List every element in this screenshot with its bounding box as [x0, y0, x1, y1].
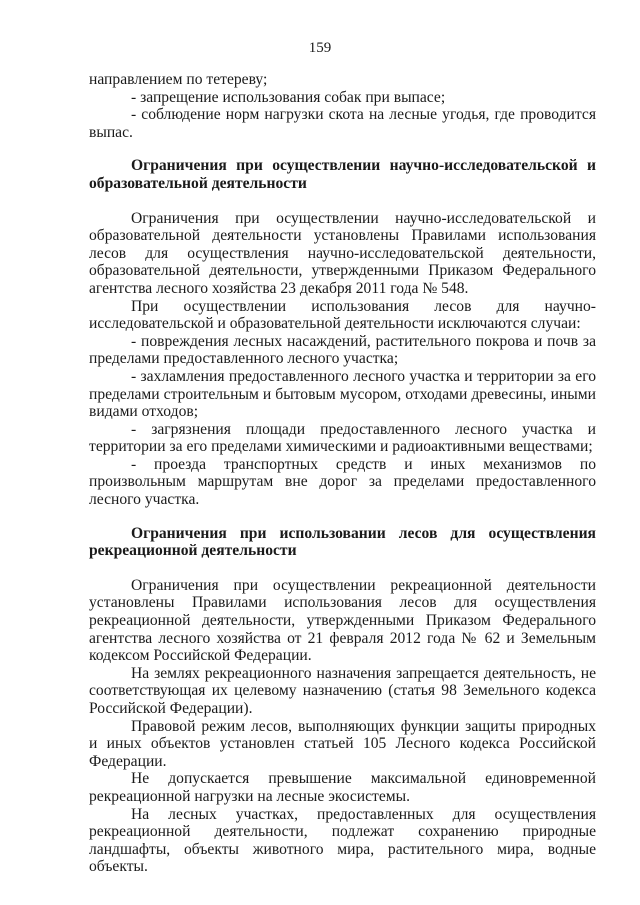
list-item-dash: - проезда транспортных средств и иных механизмов по произвольным маршрутам вне дорог за пределами предоставленного лесного участка. — [89, 455, 596, 509]
page-content — [89, 71, 596, 876]
paragraph: При осуществлении использования лесов для научно-исследовательской и образовательной деятельности исключаются случаи: — [89, 297, 596, 333]
list-item-dash: - соблюдение норм нагрузки скота на лесные угодья, где проводится выпас. — [89, 106, 596, 141]
list-item-dash: - запрещение использования собак при выпасе; — [131, 88, 446, 106]
section-heading-research-education: Ограничения при осуществлении научно-исследовательской и образовательной деятельности — [89, 157, 596, 192]
paragraph-continuation: направлением по тетереву; — [89, 71, 268, 88]
paragraph: Правовой режим лесов, выполняющих функции защиты природных и иных объектов установлен статьей 105 Лесного кодекса Российской Федерации. — [89, 717, 596, 770]
paragraph: На лесных участках, предоставленных для осуществления рекреационной деятельности, подлежат сохранению природные ландшафты, объекты животного мира, растительного мира, водные объекты. — [89, 805, 596, 876]
paragraph: Ограничения при осуществлении рекреационной деятельности установлены Правилами использования лесов для осуществления рекреационной деятельности, утвержденными Приказом Федерального агентства лесного хозяйства от 21 февраля 2012 года № 62 и Земельным кодексом Российской Федерации. — [89, 576, 596, 665]
paragraph: На землях рекреационного назначения запрещается деятельность, не соответствующая их целевому назначению (статья 98 Земельного кодекса Российской Федерации). — [89, 664, 596, 717]
page-number: 159 — [308, 40, 332, 56]
list-item-dash: - повреждения лесных насаждений, растительного покрова и почв за пределами предоставленного лесного участка; — [89, 332, 596, 368]
list-item-dash: - загрязнения площади предоставленного лесного участка и территории за его пределами химическими и радиоактивными веществами; — [89, 420, 596, 456]
section-heading-recreation: Ограничения при использовании лесов для осуществления рекреационной деятельности — [89, 524, 596, 560]
paragraph: Ограничения при осуществлении научно-исследовательской и образовательной деятельности установлены Правилами использования лесов для осуществления научно-исследовательской деятельности, образовательной деятельности, утвержденными Приказом Федерального агентства лесного хозяйства 23 декабря 2011 года № 548. — [89, 209, 596, 297]
paragraph: Не допускается превышение максимальной единовременной рекреационной нагрузки на лесные экосистемы. — [89, 770, 596, 805]
list-item-dash: - захламления предоставленного лесного участка и территории за его пределами строительным и бытовым мусором, отходами древесины, иными видами отходов; — [89, 367, 596, 421]
